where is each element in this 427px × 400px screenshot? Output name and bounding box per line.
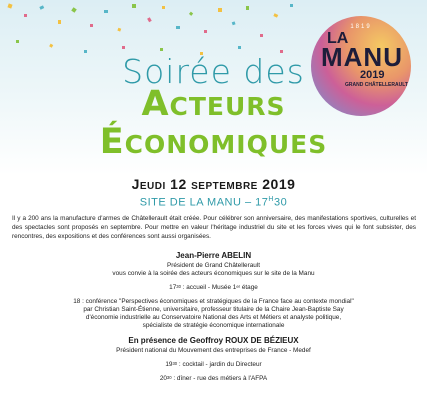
agenda-welcome-hour: 17 bbox=[169, 284, 177, 291]
intro-paragraph: Il y a 200 ans la manufacture d'armes de Châtellerault était créée. Pour célébrer son anniversaire, des manifestations sportives, culturelles et des spectacles sont proposés en septembre. Pour mettre en valeur l'héritage industriel du site et les forces vives qui le font subsister, des rencontres, des expositions et des conférences sont aussi organisées. bbox=[12, 215, 416, 241]
host-name: Jean-Pierre ABELIN bbox=[175, 251, 252, 260]
host-invite: vous convie à la soirée des acteurs économiques sur le site de la Manu bbox=[112, 270, 315, 277]
agenda-item-welcome bbox=[0, 284, 427, 293]
logo-manu: MANU bbox=[321, 42, 403, 72]
agenda-conference-text: : conférence "Perspectives économiques et stratégiques de la France face au contexte mondial" bbox=[80, 298, 354, 305]
agenda-conference-hour: 18 bbox=[73, 298, 81, 305]
dinner-min: 30 bbox=[166, 375, 172, 380]
conference-line-2: d'économie industrielle au Conservatoire National des Arts et Métiers et analyste politique, bbox=[85, 314, 342, 321]
title-line-2: Acteurs bbox=[141, 84, 286, 124]
dinner-hour: 20 bbox=[159, 375, 167, 382]
host-role: Président de Grand Châtellerault bbox=[166, 262, 261, 269]
conference-line-3: spécialiste de stratégie économique internationale bbox=[142, 322, 285, 329]
logo-la: LA bbox=[327, 30, 349, 47]
agenda-welcome-sup: er bbox=[236, 284, 241, 289]
agenda-item-dinner bbox=[0, 375, 427, 384]
guest-role: Président national du Mouvement des entreprises de France - Medef bbox=[116, 347, 311, 354]
guest-heading: En présence de Geoffroy ROUX DE BÉZIEUX bbox=[128, 336, 299, 345]
title-line-3: Économiques bbox=[99, 122, 328, 162]
event-site-sup: H bbox=[268, 196, 274, 203]
conference-line-1: par Christian Saint-Étienne, universitaire, professeur titulaire de la Chaire Jean-Baptiste Say bbox=[83, 306, 344, 313]
cocktail-hour: 19 bbox=[165, 361, 173, 368]
cocktail-text: : cocktail - jardin du Directeur bbox=[177, 361, 262, 368]
title-line-1: Soirée des bbox=[122, 52, 305, 91]
agenda-welcome-min: 30 bbox=[176, 284, 181, 289]
event-site-min: 30 bbox=[273, 196, 288, 209]
logo-brand: GRAND CHÂTELLERAULT bbox=[345, 82, 408, 88]
event-site-text: SITE DE LA MANU – 17 bbox=[139, 196, 269, 209]
agenda-welcome-tail: étage bbox=[240, 284, 258, 291]
la-manu-logo bbox=[305, 10, 417, 110]
event-date: Jeudi 12 septembre 2019 bbox=[131, 176, 296, 192]
agenda-welcome-text: : accueil - Musée 1 bbox=[180, 284, 237, 291]
cocktail-min: 30 bbox=[172, 361, 178, 366]
agenda-item-cocktail bbox=[0, 361, 427, 370]
logo-year: 2019 bbox=[360, 69, 385, 81]
logo-founded-year: 1819 bbox=[350, 24, 372, 30]
dinner-text: : dîner - rue des métiers à l'AFPA bbox=[171, 375, 268, 382]
event-site bbox=[0, 196, 427, 209]
